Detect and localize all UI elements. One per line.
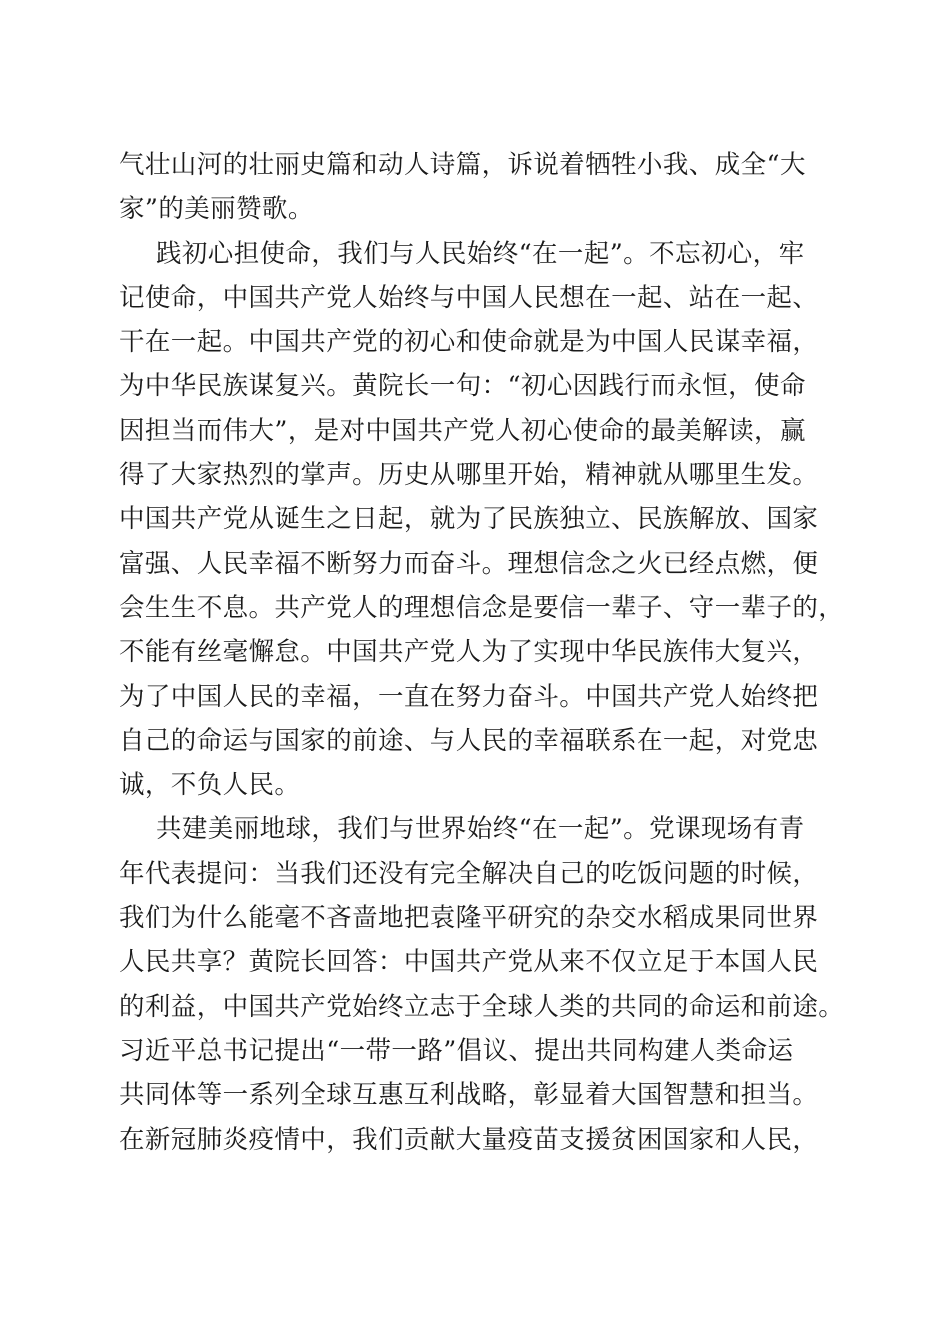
text-line: 为中华民族谋复兴。黄院长一句：“初心因践行而永恒，使命	[119, 371, 806, 402]
paragraph-start-line: 践初心担使命，我们与人民始终“在一起”。不忘初心，牢	[156, 238, 805, 269]
body-text	[119, 143, 859, 1162]
text-line: 记使命，中国共产党人始终与中国人民想在一起、站在一起、	[119, 282, 819, 313]
text-line: 自己的命运与国家的前途、与人民的幸福联系在一起，对党忠	[119, 725, 819, 756]
text-line: 富强、人民幸福不断努力而奋斗。理想信念之火已经点燃，便	[119, 548, 819, 579]
text-line: 人民共享？黄院长回答：中国共产党从来不仅立足于本国人民	[119, 947, 819, 978]
text-line: 为了中国人民的幸福，一直在努力奋斗。中国共产党人始终把	[119, 681, 819, 712]
text-line: 气壮山河的壮丽史篇和动人诗篇，诉说着牺牲小我、成全“大	[119, 150, 806, 180]
text-line: 因担当而伟大”，是对中国共产党人初心使命的最美解读，赢	[119, 415, 806, 446]
paragraph-start-line: 共建美丽地球，我们与世界始终“在一起”。党课现场有青	[156, 814, 805, 845]
text-line: 的利益，中国共产党始终立志于全球人类的共同的命运和前途。	[119, 991, 845, 1022]
text-line: 干在一起。中国共产党的初心和使命就是为中国人民谋幸福，	[119, 327, 819, 358]
text-line: 得了大家热烈的掌声。历史从哪里开始，精神就从哪里生发。	[119, 460, 819, 491]
text-line: 我们为什么能毫不吝啬地把袁隆平研究的杂交水稻成果同世界	[119, 903, 819, 934]
text-line: 共同体等一系列全球互惠互利战略，彰显着大国智慧和担当。	[119, 1080, 819, 1111]
text-line: 不能有丝毫懈怠。中国共产党人为了实现中华民族伟大复兴，	[119, 637, 819, 668]
text-line: 在新冠肺炎疫情中，我们贡献大量疫苗支援贫困国家和人民，	[119, 1124, 819, 1155]
text-line: 中国共产党从诞生之日起，就为了民族独立、民族解放、国家	[119, 504, 819, 535]
text-line: 家”的美丽赞歌。	[119, 194, 314, 225]
text-line: 会生生不息。共产党人的理想信念是要信一辈子、守一辈子的，	[119, 592, 845, 623]
text-line: 年代表提问：当我们还没有完全解决自己的吃饭问题的时候，	[119, 858, 819, 889]
text-line: 习近平总书记提出“一带一路”倡议、提出共同构建人类命运	[119, 1035, 794, 1066]
text-line: 诚，不负人民。	[119, 770, 301, 801]
